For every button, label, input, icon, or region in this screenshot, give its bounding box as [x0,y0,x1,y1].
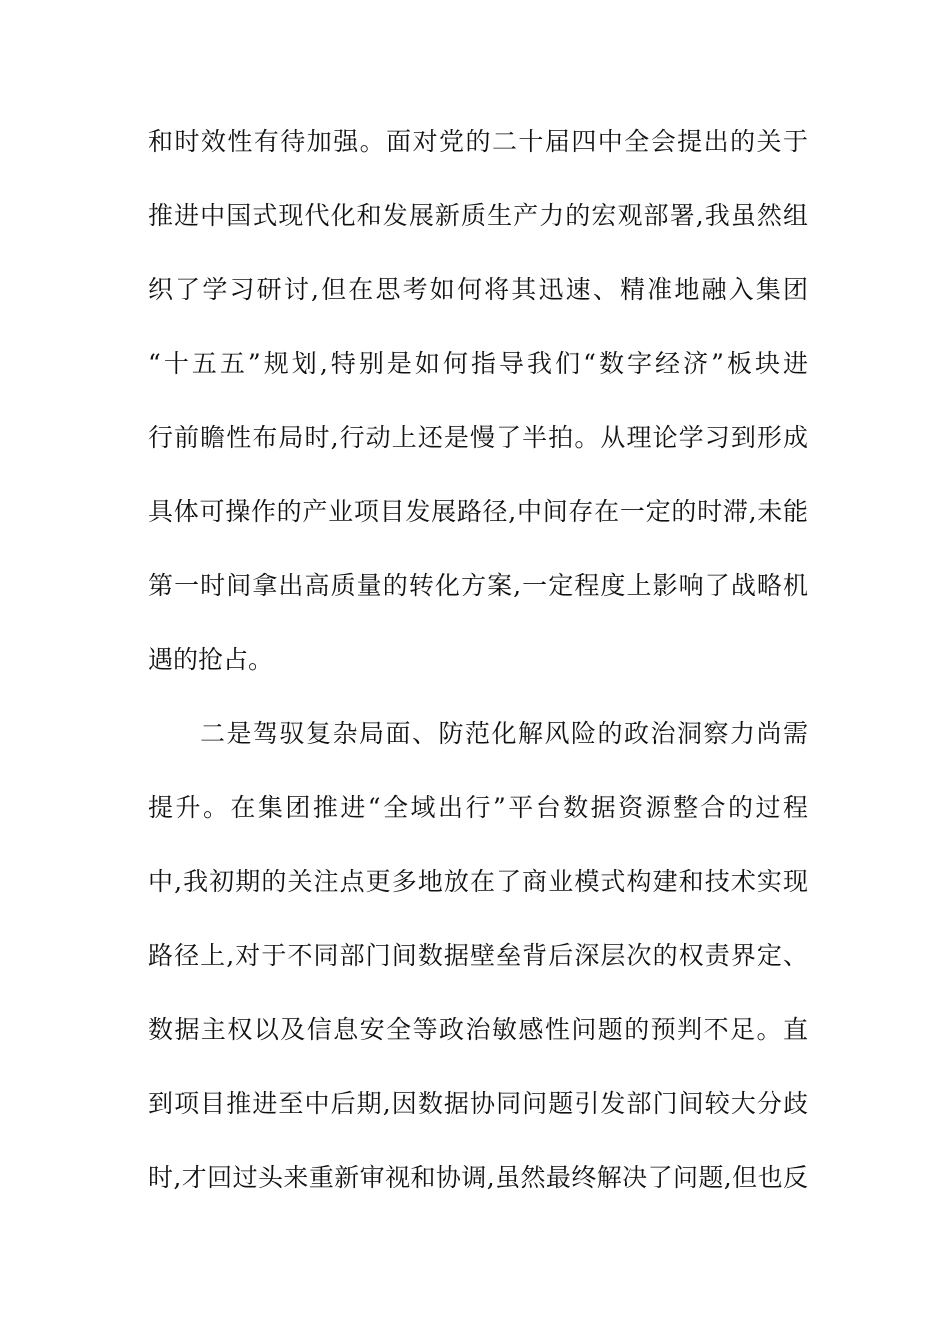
text-line [148,1150,808,1224]
text-line-content: 提升。在集团推进“全域出行”平台数据资源整合的过程 [148,793,808,822]
paragraph-end-line [148,632,808,706]
text-line-content: 第一时间拿出高质量的转化方案,一定程度上影响了战略机 [148,571,808,600]
text-line-content: 具体可操作的产业项目发展路径,中间存在一定的时滞,未能 [148,497,808,526]
text-line [148,928,808,1002]
paragraph-start-line [148,706,808,780]
text-line [148,780,808,854]
text-line-content: 时,才回过头来重新审视和协调,虽然最终解决了问题,但也反 [148,1163,808,1192]
text-line-content: 遇的抢占。 [148,645,274,674]
text-line [148,262,808,336]
text-line [148,410,808,484]
text-line [148,484,808,558]
text-line-content: 行前瞻性布局时,行动上还是慢了半拍。从理论学习到形成 [148,423,808,452]
text-line [148,188,808,262]
text-line-content: 推进中国式现代化和发展新质生产力的宏观部署,我虽然组 [148,201,808,230]
text-line-content: 路径上,对于不同部门间数据壁垒背后深层次的权责界定、 [148,941,808,970]
text-line-content: 到项目推进至中后期,因数据协同问题引发部门间较大分歧 [148,1089,808,1118]
text-line [148,558,808,632]
text-line-content: 中,我初期的关注点更多地放在了商业模式构建和技术实现 [148,867,808,896]
text-line-content: 二是驾驭复杂局面、防范化解风险的政治洞察力尚需 [200,719,808,748]
body-text [148,114,808,1224]
text-line [148,854,808,928]
text-line [148,1002,808,1076]
text-line-content: 织了学习研讨,但在思考如何将其迅速、精准地融入集团 [148,275,808,304]
text-line-content: 数据主权以及信息安全等政治敏感性问题的预判不足。直 [148,1015,808,1044]
text-line-content: “十五五”规划,特别是如何指导我们“数字经济”板块进 [148,349,808,378]
text-line-content: 和时效性有待加强。面对党的二十届四中全会提出的关于 [148,127,808,156]
text-line [148,336,808,410]
text-line [148,114,808,188]
text-line [148,1076,808,1150]
